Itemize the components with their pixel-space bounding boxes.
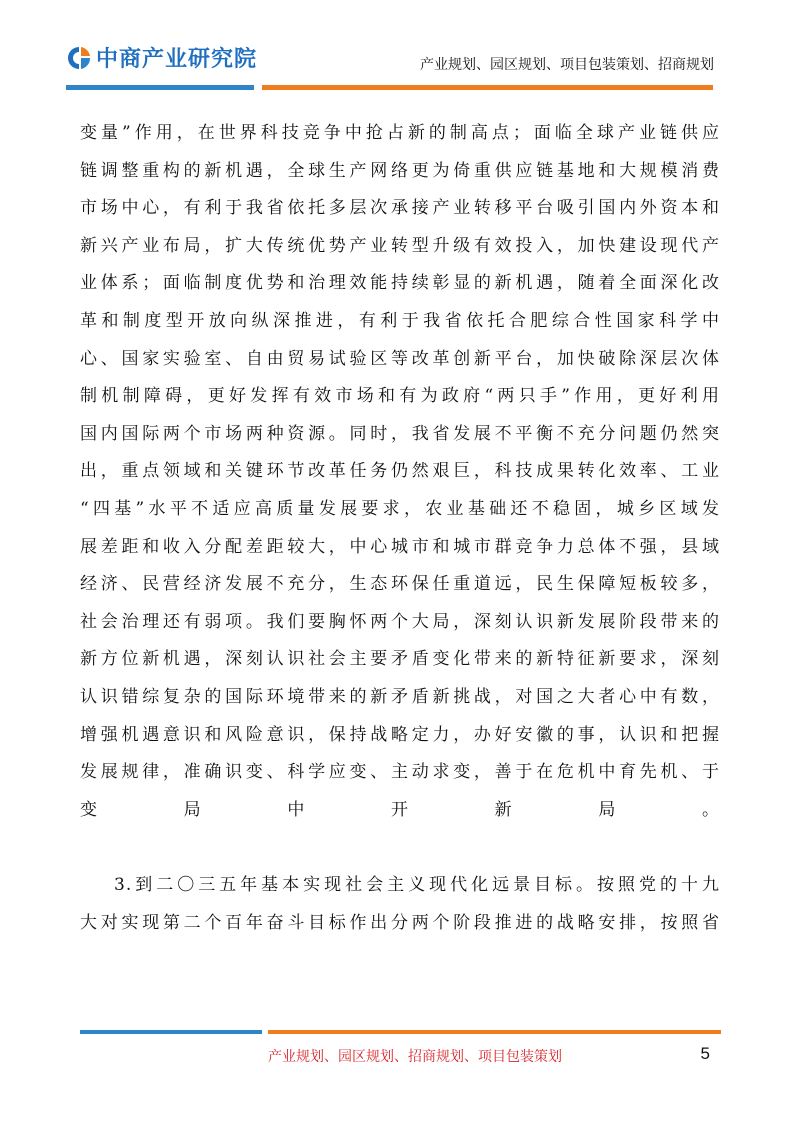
header-divider-blue [66, 85, 254, 90]
page-number: 5 [700, 1044, 710, 1063]
text-line: 变量”作用，在世界科技竞争中抢占新的制高点；面临全球产业链供应 [80, 123, 720, 143]
text-line: 心、国家实验室、自由贸易试验区等改革创新平台，加快破除深层次体 [80, 348, 720, 369]
text-line: 业体系；面临制度优势和治理效能持续彰显的新机遇，随着全面深化改 [80, 273, 720, 294]
text-line: 发展规律，准确识变、科学应变、主动求变，善于在危机中育先机、于 [80, 762, 720, 783]
text-line: 国内国际两个市场两种资源。同时，我省发展不平衡不充分问题仍然突 [80, 423, 720, 444]
text-line: “四基”水平不适应高质量发展要求，农业基础还不稳固，城乡区域发 [80, 498, 720, 519]
text-line: 革和制度型开放向纵深推进，有利于我省依托合肥综合性国家科学中 [80, 310, 720, 331]
header-tagline: 产业规划、园区规划、项目包装策划、招商规划 [420, 57, 714, 73]
paragraph-1 [80, 115, 720, 829]
text-line: 3.到二〇三五年基本实现社会主义现代化远景目标。按照党的十九 [114, 875, 720, 896]
paragraph-2 [80, 867, 720, 942]
header-divider-orange [262, 85, 713, 90]
paragraph-spacer [80, 829, 720, 867]
text-line: 制机制障碍，更好发挥有效市场和有为政府“两只手”作用，更好利用 [80, 386, 720, 407]
logo [66, 42, 257, 73]
document-body [80, 115, 720, 942]
footer-divider-blue [80, 1030, 262, 1034]
footer-tagline: 产业规划、园区规划、招商规划、项目包装策划 [268, 1049, 562, 1065]
page-header [0, 0, 800, 100]
text-line: 市场中心，有利于我省依托多层次承接产业转移平台吸引国内外资本和 [80, 198, 720, 219]
text-line: 出，重点领域和关键环节改革任务仍然艰巨，科技成果转化效率、工业 [80, 461, 720, 482]
footer-divider-orange [268, 1030, 721, 1034]
text-line: 增强机遇意识和风险意识，保持战略定力，办好安徽的事，认识和把握 [80, 724, 720, 745]
text-line: 社会治理还有弱项。我们要胸怀两个大局，深刻认识新发展阶段带来的 [80, 611, 720, 632]
text-line: 经济、民营经济发展不充分，生态环保任重道远，民生保障短板较多， [80, 574, 720, 595]
text-line: 认识错综复杂的国际环境带来的新矛盾新挑战，对国之大者心中有数， [80, 686, 720, 707]
text-line: 变局中开新局。 [80, 799, 720, 820]
logo-mark-icon [66, 45, 92, 71]
text-line: 链调整重构的新机遇，全球生产网络更为倚重供应链基地和大规模消费 [80, 160, 720, 181]
logo-text: 中商产业研究院 [96, 47, 258, 72]
text-line: 大对实现第二个百年奋斗目标作出分两个阶段推进的战略安排，按照省 [80, 912, 720, 933]
text-line: 新方位新机遇，深刻认识社会主要矛盾变化带来的新特征新要求，深刻 [80, 649, 720, 670]
text-line: 新兴产业布局，扩大传统优势产业转型升级有效投入，加快建设现代产 [80, 235, 720, 256]
text-line: 展差距和收入分配差距较大，中心城市和城市群竞争力总体不强，县域 [80, 536, 720, 557]
